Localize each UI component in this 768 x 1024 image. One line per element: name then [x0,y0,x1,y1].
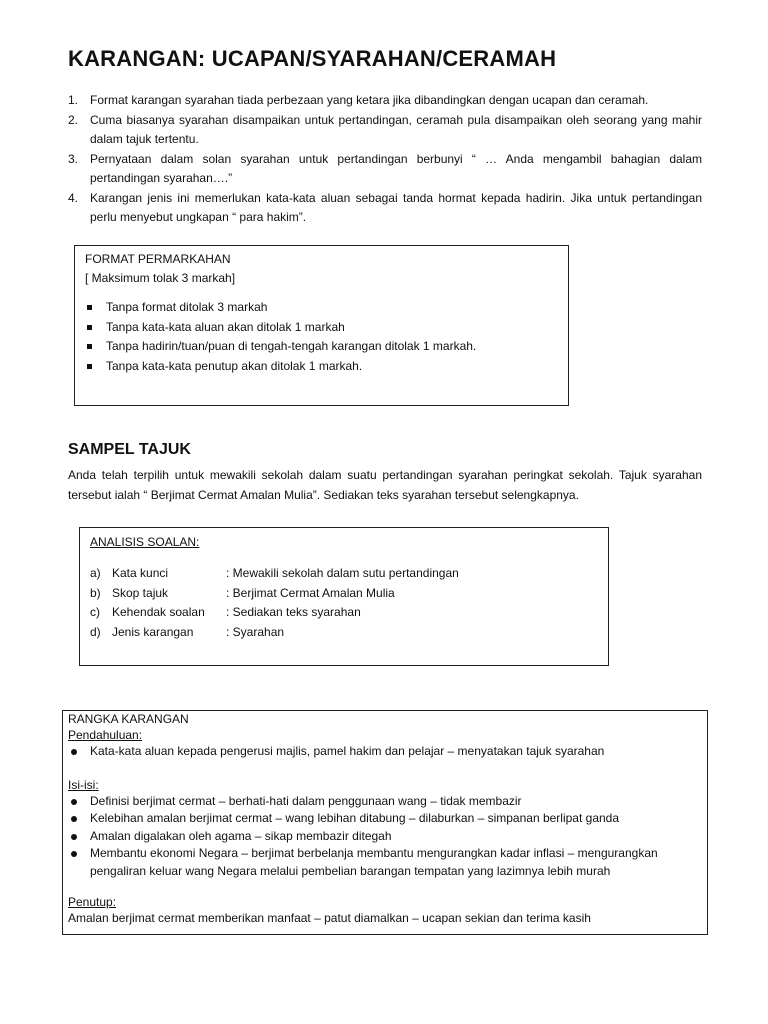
page-title: KARANGAN: UCAPAN/SYARAHAN/CERAMAH [68,46,557,71]
closing-label: Penutup: [68,895,117,909]
row-letter: b) [90,585,101,600]
format-heading: FORMAT PERMARKAHAN [85,252,231,266]
row-letter: d) [90,624,101,639]
row-value: : Sediakan teks syarahan [226,605,361,619]
bullet-icon [71,799,77,805]
list-item [68,150,702,189]
list-item [68,91,702,111]
row-value: : Syarahan [226,624,285,639]
square-bullet-icon [87,305,92,310]
list-item [85,318,558,338]
body-label: Isi-isi: [68,777,99,792]
item-text: Tanpa hadirin/tuan/puan di tengah-tengah karangan ditolak 1 markah. [106,339,477,353]
square-bullet-icon [87,364,92,369]
list-item [68,845,702,880]
item-text: Definisi berjimat cermat – berhati-hati dalam penggunaan wang – tidak membazir [90,793,522,808]
row-key: Kehendak soalan [112,605,205,619]
item-text: Kata-kata aluan kepada pengerusi majlis, pamel hakim dan pelajar – menyatakan tajuk syarahan [90,744,605,758]
item-text: Cuma biasanya syarahan disampaikan untuk pertandingan, ceramah pula disampaikan oleh seorang yang mahir dalam tajuk tertentu. [90,112,702,146]
table-row [90,564,459,584]
item-text: Pernyataan dalam solan syarahan untuk pertandingan berbunyi “ … Anda mengambil bahagian dalam pertandingan syarahan….” [90,151,702,185]
item-text: Tanpa format ditolak 3 markah [106,300,268,314]
bullet-icon [71,851,77,857]
row-letter: c) [90,605,100,619]
item-text: Tanpa kata-kata penutup akan ditolak 1 markah. [106,358,363,373]
list-item [68,828,702,846]
row-value: : Berjimat Cermat Amalan Mulia [226,585,395,600]
item-text: Kelebihan amalan berjimat cermat – wang lebihan ditabung – dilaburkan – simpanan berlipat ganda [90,811,620,825]
item-text: Tanpa kata-kata aluan akan ditolak 1 markah [106,319,345,334]
analysis-heading: ANALISIS SOALAN: [90,535,200,549]
analysis-box [79,527,609,666]
analysis-table [90,564,459,642]
bullet-icon [71,749,77,755]
row-key: Jenis karangan [112,624,194,639]
intro-list [68,91,702,228]
list-item [85,357,558,377]
list-item [68,810,702,828]
item-text: Amalan digalakan oleh agama – sikap membazir ditegah [90,828,392,843]
table-row [90,623,459,643]
list-item [85,298,558,318]
list-item [68,189,702,228]
bullet-icon [71,834,77,840]
table-row [90,584,459,604]
item-text: Format karangan syarahan tiada perbezaan yang ketara jika dibandingkan dengan ucapan dan ceramah. [90,93,649,107]
item-number: 3. [68,151,79,166]
body-points [68,793,702,881]
format-box [74,245,569,406]
item-number: 4. [68,190,79,205]
format-subheading: [ Maksimum tolak 3 markah] [85,271,236,285]
row-key: Skop tajuk [112,585,169,600]
intro-points [68,743,702,761]
item-text: Karangan jenis ini memerlukan kata-kata aluan sebagai tanda hormat kepada hadirin. Jika untuk pertandingan perlu menyebut ungkapan “ para hakim”. [90,190,702,224]
bullet-icon [71,816,77,822]
list-item [68,743,702,761]
item-number: 2. [68,112,79,127]
square-bullet-icon [87,325,92,330]
item-text: Membantu ekonomi Negara – berjimat berbelanja membantu mengurangkan kadar inflasi – mengurangkan pengaliran keluar wang Negara melalui pembelian barangan tempatan yang lazimnya lebih murah [90,846,658,878]
row-letter: a) [90,566,101,580]
sample-text: Anda telah terpilih untuk mewakili sekolah dalam suatu pertandingan syarahan peringkat sekolah. Tajuk syarahan tersebut ialah “ Berjimat Cermat Amalan Mulia”. Sediakan teks syarahan tersebut selengkapnya. [68,468,702,502]
list-item [85,337,558,357]
row-key: Kata kunci [112,566,169,580]
closing-text: Amalan berjimat cermat memberikan manfaat – patut diamalkan – ucapan sekian dan terima kasih [68,911,591,925]
sample-title: SAMPEL TAJUK [68,441,191,458]
outline-box [62,710,708,935]
intro-label: Pendahuluan: [68,728,143,742]
row-value: : Mewakili sekolah dalam sutu pertandingan [226,566,459,580]
list-item [68,793,702,811]
list-item [68,111,702,150]
table-row [90,603,459,623]
square-bullet-icon [87,344,92,349]
item-number: 1. [68,93,79,107]
outline-heading: RANGKA KARANGAN [68,712,189,726]
format-list [85,298,558,376]
